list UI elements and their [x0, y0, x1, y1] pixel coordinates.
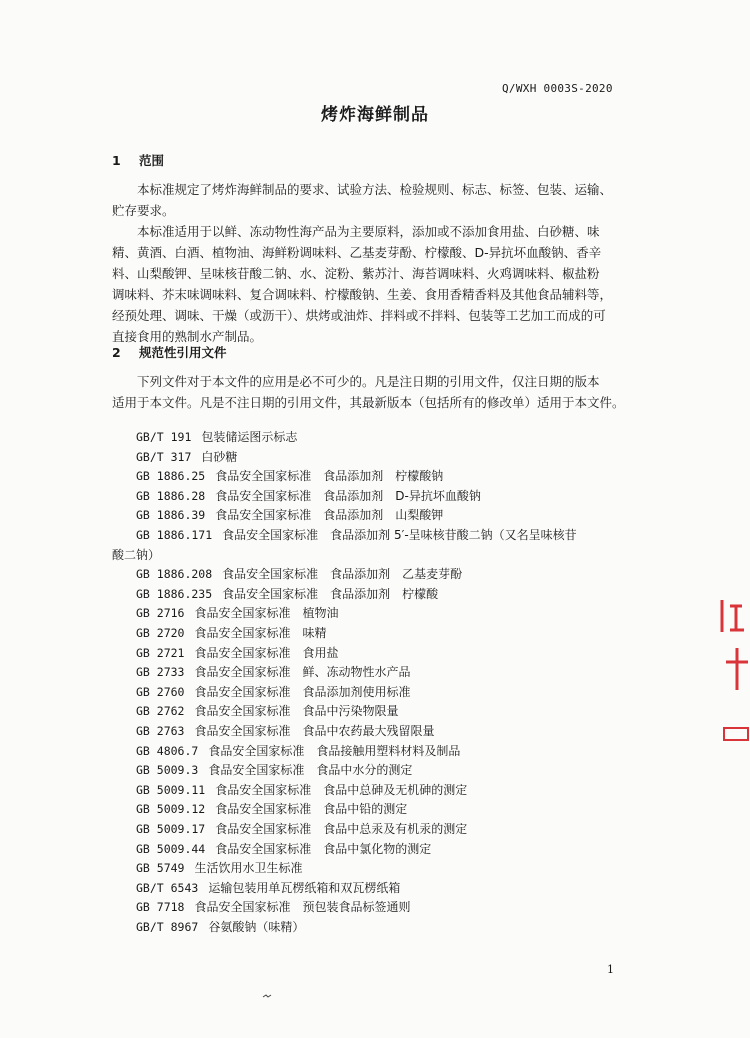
- reference-item: [136, 506, 443, 523]
- section-title: 范围: [139, 153, 165, 168]
- reference-title: 食品安全国家标准 食品添加剂 山梨酸钾: [215, 508, 444, 523]
- text-line: 精、黄酒、白酒、植物油、海鲜粉调味料、乙基麦芽酚、柠檬酸、D-异抗坏血酸钠、香辛: [112, 245, 602, 260]
- reference-item: [136, 585, 438, 602]
- reference-item: [136, 781, 467, 798]
- reference-item: [136, 487, 481, 504]
- reference-item: [136, 604, 338, 621]
- reference-title: 食品安全国家标准 食品中氯化物的测定: [215, 841, 432, 856]
- section-number: 2: [112, 345, 121, 360]
- reference-title: 食品安全国家标准 食品添加剂使用标准: [194, 684, 411, 699]
- reference-code: GB 7718: [136, 900, 185, 915]
- reference-title: 食品安全国家标准 食品中水分的测定: [208, 763, 413, 778]
- reference-item: [136, 918, 304, 935]
- reference-code: GB 2733: [136, 665, 185, 680]
- reference-title: 食品安全国家标准 食品中污染物限量: [194, 704, 399, 719]
- references-intro-paragraph: [112, 371, 632, 413]
- reference-title: 白砂糖: [201, 449, 238, 464]
- reference-item: [136, 722, 434, 739]
- reference-code: GB 1886.39: [136, 508, 206, 523]
- reference-code: GB 5749: [136, 861, 185, 876]
- reference-code: GB 1886.171: [136, 528, 213, 542]
- document-title: 烤炸海鲜制品: [321, 105, 429, 125]
- reference-item: [136, 840, 431, 857]
- reference-title: 食品安全国家标准 食品中总汞及有机汞的测定: [215, 822, 468, 836]
- reference-code: GB 5009.44: [136, 841, 206, 856]
- reference-title: 食品安全国家标准 食品接触用塑料材料及制品: [208, 743, 461, 758]
- ink-mark: [262, 993, 272, 999]
- reference-title: 包装储运图示标志: [201, 430, 298, 444]
- reference-title: 食品安全国家标准 味精: [194, 626, 327, 640]
- reference-item: [136, 820, 467, 837]
- reference-title: 运输包装用单瓦楞纸箱和双瓦楞纸箱: [208, 880, 401, 895]
- reference-code: GB 5009.12: [136, 802, 206, 817]
- reference-code: GB 1886.28: [136, 488, 206, 503]
- text-line: 经预处理、调味、干燥（或沥干）、烘烤或油炸、拌料或不拌料、包装等工艺加工而成的可: [112, 308, 606, 323]
- reference-item: [136, 859, 302, 876]
- reference-item: [136, 565, 462, 582]
- reference-item: [136, 663, 410, 680]
- reference-item: [136, 526, 577, 543]
- reference-item: [136, 624, 326, 641]
- reference-code: GB 1886.25: [136, 469, 206, 484]
- text-line: 料、山梨酸钾、呈味核苷酸二钠、水、淀粉、紫苏汁、海苔调味料、火鸡调味料、椒盐粉: [112, 266, 600, 281]
- reference-code: GB 5009.3: [136, 763, 199, 778]
- reference-code: GB 5009.11: [136, 782, 206, 797]
- text-line: 适用于本文件。凡是不注日期的引用文件，其最新版本（包括所有的修改单）适用于本文件。: [112, 395, 625, 410]
- reference-code: GB 2762: [136, 704, 185, 719]
- reference-title-continuation: 酸二钠）: [112, 547, 161, 562]
- reference-code: GB 1886.208: [136, 567, 213, 582]
- scope-paragraph-1: [112, 179, 632, 221]
- scope-paragraph-2: [112, 221, 632, 347]
- text-line: 下列文件对于本文件的应用是必不可少的。凡是注日期的引用文件，仅注日期的版本: [112, 374, 600, 389]
- reference-title: 食品安全国家标准 食品添加剂 5′-呈味核苷酸二钠（又名呈味核苷: [222, 528, 577, 542]
- text-line: 本标准规定了烤炸海鲜制品的要求、试验方法、检验规则、标志、标签、包装、运输、: [112, 182, 613, 197]
- section-heading-scope: [112, 151, 164, 169]
- reference-item: [136, 428, 297, 445]
- reference-title: 生活饮用水卫生标准: [194, 861, 303, 876]
- section-number: 1: [112, 153, 121, 168]
- reference-title: 食品安全国家标准 食用盐: [194, 645, 339, 660]
- text-line: 调味料、芥末味调味料、复合调味料、柠檬酸钠、生姜、食用香精香料及其他食品辅料等，: [112, 287, 613, 302]
- reference-title: 食品安全国家标准 食品中农药最大残留限量: [194, 724, 435, 738]
- reference-code: GB 2720: [136, 626, 185, 640]
- partial-seal-stamp: [718, 600, 750, 750]
- reference-code: GB 4806.7: [136, 743, 199, 758]
- reference-title: 食品安全国家标准 食品添加剂 柠檬酸钠: [215, 469, 444, 484]
- reference-item: [136, 644, 338, 661]
- reference-code: GB 2721: [136, 645, 185, 660]
- reference-item: [136, 683, 410, 700]
- reference-item: [136, 800, 407, 817]
- reference-title: 食品安全国家标准 预包装食品标签通则: [194, 900, 411, 915]
- reference-code: GB 5009.17: [136, 822, 206, 836]
- reference-title: 食品安全国家标准 食品中铅的测定: [215, 802, 408, 817]
- reference-item: [136, 898, 410, 915]
- text-line: 贮存要求。: [112, 203, 175, 218]
- reference-title: 食品安全国家标准 鲜、冻动物性水产品: [194, 665, 411, 680]
- reference-title: 食品安全国家标准 食品添加剂 柠檬酸: [222, 586, 439, 601]
- reference-title: 食品安全国家标准 食品添加剂 乙基麦芽酚: [222, 567, 463, 582]
- reference-code: GB 2763: [136, 724, 185, 738]
- reference-title: 谷氨酸钠（味精）: [208, 920, 305, 934]
- reference-item: [136, 448, 237, 465]
- reference-code: GB/T 317: [136, 449, 192, 464]
- reference-title: 食品安全国家标准 植物油: [194, 606, 339, 621]
- reference-code: GB/T 6543: [136, 880, 199, 895]
- reference-code: GB/T 8967: [136, 920, 199, 934]
- section-heading-normative-references: [112, 343, 227, 361]
- reference-code: GB 2716: [136, 606, 185, 621]
- reference-item: [136, 467, 443, 484]
- text-line: 直接食用的熟制水产制品。: [112, 329, 263, 344]
- standard-number: Q/WXH 0003S-2020: [502, 82, 613, 95]
- reference-item: [136, 742, 460, 759]
- reference-title: 食品安全国家标准 食品添加剂 D-异抗坏血酸钠: [215, 488, 481, 503]
- reference-item: [136, 879, 400, 896]
- reference-code: GB 2760: [136, 684, 185, 699]
- reference-item: [136, 761, 412, 778]
- page-number: 1: [607, 963, 614, 976]
- text-line: 本标准适用于以鲜、冻动物性海产品为主要原料，添加或不添加食用盐、白砂糖、味: [112, 224, 600, 239]
- reference-item: [136, 702, 398, 719]
- reference-title: 食品安全国家标准 食品中总砷及无机砷的测定: [215, 782, 468, 797]
- reference-code: GB 1886.235: [136, 586, 213, 601]
- section-title: 规范性引用文件: [139, 345, 227, 360]
- reference-code: GB/T 191: [136, 430, 192, 444]
